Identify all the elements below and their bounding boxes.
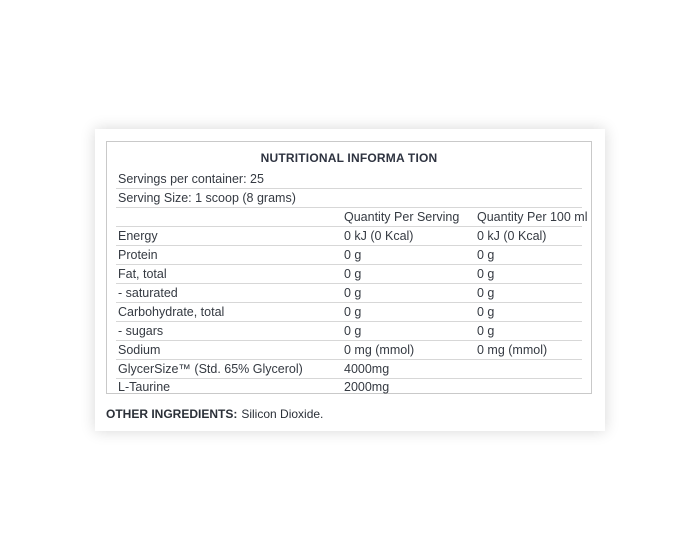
nutrient-name: Fat, total [118, 267, 167, 281]
nutrition-panel [106, 141, 592, 394]
divider [116, 226, 582, 227]
per-100ml-value: 0 g [477, 324, 495, 338]
per-serving-value: 0 g [344, 305, 362, 319]
per-100ml-value: 0 g [477, 248, 495, 262]
servings-per-container: Servings per container: 25 [118, 172, 264, 186]
per-serving-value: 0 kJ (0 Kcal) [344, 229, 414, 243]
per-serving-value: 0 g [344, 286, 362, 300]
other-ingredients-label: OTHER INGREDIENTS: [106, 407, 238, 421]
per-serving-value: 0 g [344, 324, 362, 338]
nutrient-name: Carbohydrate, total [118, 305, 225, 319]
serving-size: Serving Size: 1 scoop (8 grams) [118, 191, 296, 205]
nutrient-name: Energy [118, 229, 158, 243]
divider [116, 245, 582, 246]
nutrient-name: - sugars [118, 324, 164, 338]
divider [116, 378, 582, 379]
per-serving-value: 0 mg (mmol) [344, 343, 415, 357]
divider [116, 188, 582, 189]
per-100ml-value: 0 g [477, 267, 495, 281]
per-100ml-value: 0 g [477, 286, 495, 300]
divider [116, 207, 582, 208]
other-ingredients [106, 407, 323, 421]
divider [116, 302, 582, 303]
per-serving-value: 0 g [344, 267, 362, 281]
nutrient-name: Protein [118, 248, 158, 262]
divider [116, 283, 582, 284]
per-100ml-value: 0 mg (mmol) [477, 343, 548, 357]
panel-title: NUTRITIONAL INFORMA TION [260, 151, 438, 165]
header-per-100ml: Quantity Per 100 ml [477, 210, 588, 224]
nutrient-name: L-Taurine [118, 380, 171, 394]
other-ingredients-value: Silicon Dioxide. [241, 407, 324, 421]
per-serving-value: 2000mg [344, 380, 390, 394]
per-serving-value: 0 g [344, 248, 362, 262]
divider [116, 321, 582, 322]
divider [116, 359, 582, 360]
nutrition-card [95, 129, 605, 431]
per-100ml-value: 0 kJ (0 Kcal) [477, 229, 547, 243]
nutrient-name: Sodium [118, 343, 161, 357]
divider [116, 264, 582, 265]
divider [116, 340, 582, 341]
header-per-serving: Quantity Per Serving [344, 210, 460, 224]
per-100ml-value: 0 g [477, 305, 495, 319]
per-serving-value: 4000mg [344, 362, 390, 376]
nutrient-name: - saturated [118, 286, 178, 300]
nutrient-name: GlycerSize™ (Std. 65% Glycerol) [118, 362, 303, 376]
